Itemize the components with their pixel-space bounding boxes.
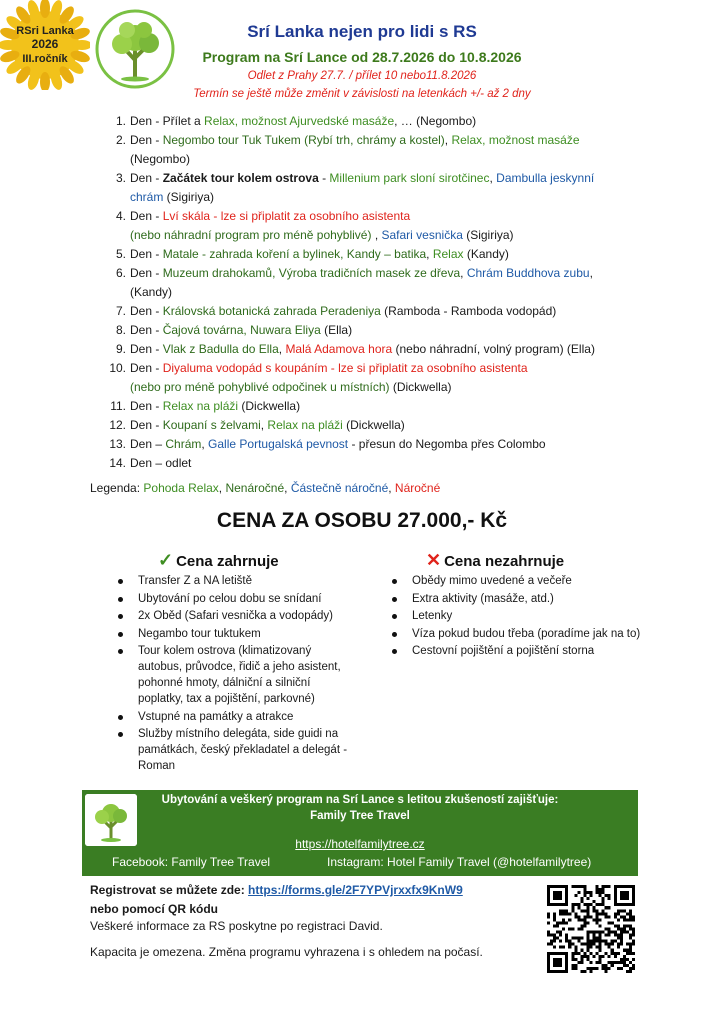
text-segment: ,	[284, 481, 291, 495]
qr-code[interactable]	[547, 885, 635, 973]
text-segment: (Ella)	[320, 323, 353, 337]
excluded-title: Cena nezahrnuje	[444, 553, 565, 570]
banner-company: Family Tree Travel	[310, 810, 410, 822]
day-number: 1.	[115, 114, 126, 128]
day-line	[130, 169, 666, 188]
day-number: 13.	[109, 437, 126, 451]
text-segment: (nebo pro méně pohyblivé odpočinek u místních)	[130, 380, 390, 394]
text-segment: Den -	[130, 342, 163, 356]
day-program-list	[106, 112, 666, 473]
text-segment: Diyaluma vodopád s koupáním - lze si připlatit za osobního asistenta	[162, 361, 528, 375]
day-item	[106, 112, 666, 131]
text-segment: Den –	[130, 437, 166, 451]
day-line	[130, 207, 666, 226]
day-line	[130, 188, 666, 207]
day-line	[130, 150, 666, 169]
text-segment: (nebo náhradní, volný program) (Ella)	[392, 342, 595, 356]
list-item: Letenky	[386, 608, 648, 624]
registration-label: Registrovat se můžete zde:	[90, 883, 249, 897]
list-item: Víza pokud budou třeba (poradíme jak na to)	[386, 626, 648, 642]
day-item	[106, 131, 666, 169]
text-segment: Den -	[130, 418, 163, 432]
text-segment: Millenium park sloní sirotčinec	[329, 171, 490, 185]
text-segment: Negombo tour Tuk Tukem (Rybí trh, chrámy a kostel)	[162, 133, 445, 147]
day-item	[106, 359, 666, 397]
text-segment: Náročné	[394, 481, 441, 495]
day-item	[106, 169, 666, 207]
check-icon: ✓	[158, 550, 174, 570]
text-segment: (nebo náhradní program pro méně pohyblivé)	[130, 228, 372, 242]
text-segment: Galle Portugalská pevnost	[208, 437, 349, 451]
day-item	[106, 397, 666, 416]
text-segment: Začátek tour kolem ostrova	[162, 171, 319, 185]
day-item	[106, 207, 666, 245]
text-segment: (Kandy)	[463, 247, 509, 261]
text-segment: , … (Negombo)	[394, 114, 477, 128]
text-segment: (Dickwella)	[238, 399, 301, 413]
text-segment: Nenáročné	[225, 481, 285, 495]
text-segment: Den -	[130, 171, 163, 185]
text-segment: Koupaní s želvami	[162, 418, 261, 432]
day-line	[130, 435, 666, 454]
text-segment: Malá Adamova hora	[285, 342, 393, 356]
day-item	[106, 245, 666, 264]
text-segment: chrám	[130, 190, 164, 204]
text-segment: Relax na pláži	[267, 418, 343, 432]
text-segment: ,	[489, 171, 497, 185]
badge-line-1: RSri Lanka	[16, 25, 74, 37]
text-segment: ,	[218, 481, 226, 495]
text-segment: Relax	[432, 247, 464, 261]
text-segment: ,	[371, 228, 382, 242]
text-segment: (Dickwella)	[389, 380, 452, 394]
day-line	[130, 226, 666, 245]
text-segment: ,	[201, 437, 209, 451]
day-item	[106, 435, 666, 454]
list-item: 2x Oběd (Safari vesnička a vodopády)	[112, 608, 356, 624]
text-segment: Legenda:	[90, 481, 144, 495]
registration-link[interactable]: https://forms.gle/2F7YPVjrxxfx9KnW9	[248, 883, 463, 897]
text-segment: Částečně náročné	[290, 481, 389, 495]
day-number: 10.	[109, 361, 126, 375]
badge-line-3: III.ročník	[22, 53, 68, 65]
text-segment: ,	[589, 266, 593, 280]
info-text: Veškeré informace za RS poskytne po registraci David.	[90, 919, 383, 933]
day-line	[130, 454, 666, 473]
excluded-heading	[426, 550, 564, 571]
day-number: 2.	[115, 133, 126, 147]
text-segment: (Ramboda - Ramboda vodopád)	[380, 304, 557, 318]
day-line	[130, 378, 666, 397]
text-segment: -	[318, 171, 330, 185]
text-segment: (Dickwella)	[342, 418, 405, 432]
excluded-list	[386, 573, 648, 661]
text-segment: Den -	[130, 399, 163, 413]
text-segment: Den -	[130, 247, 163, 261]
text-segment: Den -	[130, 361, 163, 375]
cross-icon: ✕	[426, 550, 442, 570]
day-line	[130, 245, 666, 264]
text-segment: ,	[426, 247, 433, 261]
list-item: Ubytování po celou dobu se snídaní	[112, 591, 356, 607]
website-link[interactable]: https://hotelfamilytree.cz	[295, 837, 425, 851]
text-segment: Muzeum drahokamů, Výroba tradičních masek ze dřeva	[162, 266, 461, 280]
text-segment: (Negombo)	[130, 152, 191, 166]
text-segment: Chrám Buddhova zubu	[466, 266, 590, 280]
included-heading	[158, 550, 279, 571]
day-line	[130, 321, 666, 340]
list-item: Negambo tour tuktukem	[112, 626, 356, 642]
program-subtitle: Program na Srí Lance od 28.7.2026 do 10.8.2026	[202, 49, 522, 65]
text-segment: Matale - zahrada koření a bylinek, Kandy – batika	[162, 247, 427, 261]
text-segment: ,	[460, 266, 467, 280]
day-number: 4.	[115, 209, 126, 223]
text-segment: Dambulla jeskynní	[496, 171, 595, 185]
capacity-text: Kapacita je omezena. Změna programu vyhrazena i s ohledem na počasí.	[90, 945, 483, 959]
list-item: Služby místního delegáta, side guidi na památkách, český překladatel a delegát - Roman	[112, 726, 356, 774]
facebook-text: Facebook: Family Tree Travel	[112, 855, 271, 869]
text-segment: Relax, možnost masáže	[451, 133, 580, 147]
registration-line	[90, 883, 463, 897]
text-segment: Den -	[130, 323, 163, 337]
text-segment: Pohoda Relax	[143, 481, 219, 495]
badge-line-2: 2026	[31, 37, 59, 51]
day-number: 5.	[115, 247, 126, 261]
day-number: 7.	[115, 304, 126, 318]
legend	[90, 481, 440, 495]
list-item: Vstupné na památky a atrakce	[112, 709, 356, 725]
text-segment: Relax, možnost Ajurvedské masáže	[204, 114, 395, 128]
day-line	[130, 302, 666, 321]
day-line	[130, 416, 666, 435]
text-segment: Den -	[130, 209, 163, 223]
organizer-banner	[82, 790, 638, 876]
banner-text: Ubytování a veškerý program na Srí Lance s letitou zkušeností zajišťuje:	[161, 794, 559, 806]
text-segment: (Sigiriya)	[462, 228, 514, 242]
day-number: 3.	[115, 171, 126, 185]
list-item: Obědy mimo uvedené a večeře	[386, 573, 648, 589]
date-change-note: Termín se ještě může změnit v závislosti na letenkách +/- až 2 dny	[193, 88, 531, 100]
text-segment: (Sigiriya)	[163, 190, 215, 204]
list-item: Transfer Z a NA letiště	[112, 573, 356, 589]
text-segment: ,	[278, 342, 286, 356]
text-segment: Relax na pláži	[162, 399, 239, 413]
text-segment: ,	[444, 133, 452, 147]
day-item	[106, 302, 666, 321]
price-heading: CENA ZA OSOBU 27.000,- Kč	[216, 509, 508, 532]
day-number: 12.	[109, 418, 126, 432]
text-segment: Čajová továrna, Nuwara Eliya	[162, 323, 321, 337]
day-number: 8.	[115, 323, 126, 337]
list-item: Extra aktivity (masáže, atd.)	[386, 591, 648, 607]
day-number: 6.	[115, 266, 126, 280]
day-line	[130, 340, 666, 359]
day-item	[106, 416, 666, 435]
day-line	[130, 264, 666, 283]
flight-info: Odlet z Prahy 27.7. / přílet 10 nebo11.8.2026	[247, 70, 477, 82]
included-title: Cena zahrnuje	[176, 553, 279, 570]
day-line	[130, 283, 666, 302]
text-segment: Lví skála - lze si připlatit za osobního asistenta	[162, 209, 411, 223]
text-segment: Den -	[130, 266, 163, 280]
day-item	[106, 340, 666, 359]
list-item: Cestovní pojištění a pojištění storna	[386, 643, 648, 659]
qr-label: nebo pomocí QR kódu	[90, 902, 218, 916]
day-item	[106, 454, 666, 473]
instagram-text: Instagram: Hotel Family Travel (@hotelfamilytree)	[327, 855, 592, 869]
day-number: 9.	[115, 342, 126, 356]
day-line	[130, 131, 666, 150]
text-segment: Den – odlet	[130, 456, 192, 470]
text-segment: Safari vesnička	[381, 228, 463, 242]
day-item	[106, 321, 666, 340]
day-item	[106, 264, 666, 302]
text-segment: Den -	[130, 133, 163, 147]
page-title: Srí Lanka nejen pro lidi s RS	[247, 22, 477, 41]
text-segment: ,	[260, 418, 268, 432]
text-segment: ,	[388, 481, 395, 495]
text-segment: Chrám	[165, 437, 202, 451]
list-item: Tour kolem ostrova (klimatizovaný autobus, průvodce, řidič a jeho asistent, pohonné hmoty, dálniční a silniční poplatky, tax a pojištění, parkovné)	[112, 643, 356, 707]
text-segment: (Kandy)	[130, 285, 173, 299]
day-line	[130, 397, 666, 416]
text-segment: Den - Přílet a	[130, 114, 205, 128]
day-number: 11.	[110, 399, 126, 413]
text-segment: Den -	[130, 304, 163, 318]
text-segment: Vlak z Badulla do Ella	[162, 342, 279, 356]
day-line	[130, 112, 666, 131]
text-segment: - přesun do Negomba přes Colombo	[348, 437, 546, 451]
text-segment: Královská botanická zahrada Peradeniya	[162, 304, 381, 318]
day-line	[130, 359, 666, 378]
included-list	[112, 573, 356, 776]
day-number: 14.	[109, 456, 126, 470]
